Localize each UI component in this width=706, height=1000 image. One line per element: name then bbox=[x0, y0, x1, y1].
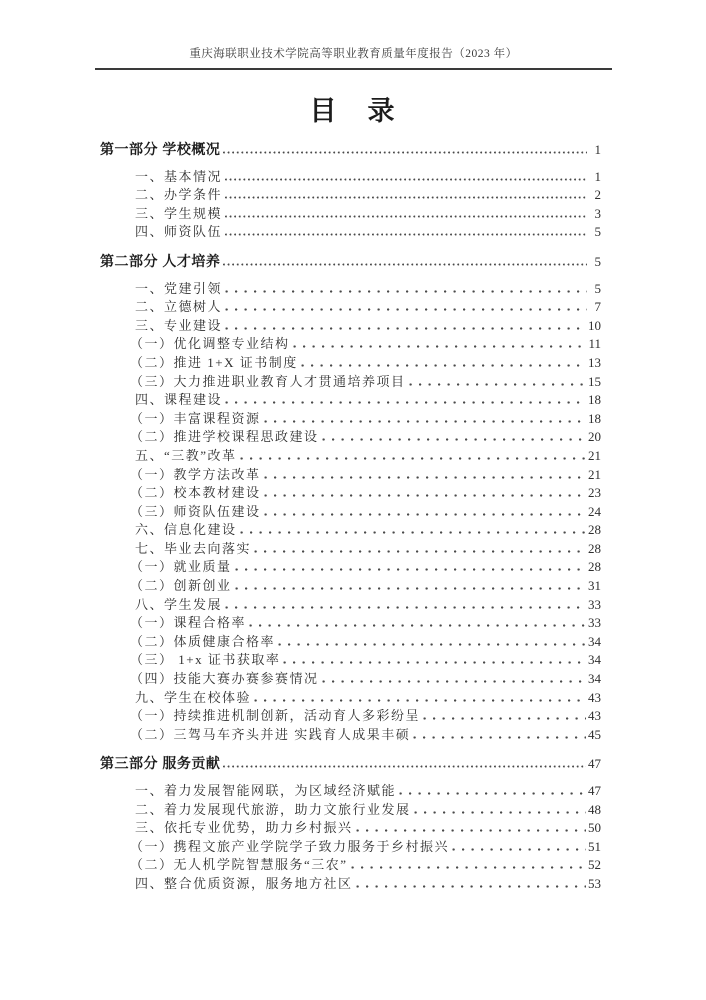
page-number: 34 bbox=[588, 652, 601, 668]
dot-leader bbox=[240, 531, 586, 534]
page-header bbox=[95, 0, 612, 70]
page-title: 目 录 bbox=[309, 96, 397, 126]
toc-entry bbox=[100, 410, 601, 429]
toc-entry-label: 四、师资队伍 bbox=[135, 224, 223, 240]
dot-leader bbox=[283, 661, 586, 664]
page-number: 18 bbox=[588, 410, 601, 426]
dot-leader bbox=[235, 587, 586, 590]
dot-leader bbox=[225, 233, 587, 236]
toc-entry bbox=[100, 651, 601, 670]
toc-entry bbox=[100, 856, 601, 875]
dot-leader bbox=[356, 885, 586, 888]
page-number: 33 bbox=[588, 615, 601, 631]
page-number: 28 bbox=[588, 522, 601, 538]
dot-leader bbox=[301, 364, 586, 367]
page-number: 34 bbox=[588, 633, 601, 649]
toc-entry bbox=[100, 354, 601, 373]
page-number: 13 bbox=[588, 354, 601, 370]
page-number: 10 bbox=[588, 317, 601, 333]
toc-entry-label: 二、立德树人 bbox=[135, 299, 223, 315]
toc-entry bbox=[100, 484, 601, 503]
toc-entry-label: （二）创新创业 bbox=[130, 578, 232, 594]
page-number: 5 bbox=[594, 253, 601, 269]
page-number: 28 bbox=[588, 540, 601, 556]
toc-entry bbox=[100, 447, 601, 466]
toc-entry bbox=[100, 670, 601, 689]
toc-entry-label: 四、课程建设 bbox=[135, 392, 223, 408]
toc-entry-label: 七、毕业去向落实 bbox=[135, 540, 252, 556]
toc-entry bbox=[100, 838, 601, 857]
toc-entry bbox=[100, 373, 601, 392]
dot-leader bbox=[409, 383, 586, 386]
dot-leader bbox=[223, 151, 587, 154]
toc-entry bbox=[100, 186, 601, 205]
page-number: 48 bbox=[588, 801, 601, 817]
toc-entry-label: 第三部分 服务贡献 bbox=[100, 755, 221, 772]
dot-leader bbox=[223, 765, 586, 768]
dot-leader bbox=[351, 866, 586, 869]
toc-entry bbox=[100, 205, 601, 224]
toc-entry bbox=[100, 689, 601, 708]
toc-entry-label: （一）持续推进机制创新，活动育人多彩纷呈 bbox=[130, 708, 421, 724]
page-number: 28 bbox=[588, 559, 601, 575]
page-number: 24 bbox=[588, 503, 601, 519]
toc-entry bbox=[100, 428, 601, 447]
toc-entry-label: 四、整合优质资源，服务地方社区 bbox=[135, 875, 353, 891]
page-number: 15 bbox=[588, 373, 601, 389]
page-number: 21 bbox=[588, 466, 601, 482]
toc-part-header bbox=[100, 140, 601, 160]
page-number: 31 bbox=[588, 578, 601, 594]
dot-leader bbox=[225, 196, 587, 199]
toc-entry bbox=[100, 391, 601, 410]
page-number: 5 bbox=[594, 224, 601, 240]
toc-entry bbox=[100, 540, 601, 559]
dot-leader bbox=[235, 568, 586, 571]
toc-entry bbox=[100, 614, 601, 633]
toc-entry bbox=[100, 801, 601, 820]
toc-entry-label: （三）大力推进职业教育人才贯通培养项目 bbox=[130, 373, 406, 389]
toc-entry bbox=[100, 819, 601, 838]
toc-entry-label: （二）三驾马车齐头并进 实践育人成果丰硕 bbox=[130, 726, 411, 742]
page-number: 7 bbox=[594, 299, 601, 315]
page-number: 21 bbox=[588, 447, 601, 463]
dot-leader bbox=[249, 624, 586, 627]
toc-entry bbox=[100, 596, 601, 615]
toc-entry-label: 三、依托专业优势，助力乡村振兴 bbox=[135, 820, 353, 836]
dot-leader bbox=[225, 308, 587, 311]
toc-entry bbox=[100, 503, 601, 522]
toc-entry bbox=[100, 335, 601, 354]
toc-entry-label: 一、党建引领 bbox=[135, 280, 223, 296]
toc-entry-label: 三、学生规模 bbox=[135, 205, 223, 221]
page-number: 34 bbox=[588, 671, 601, 687]
toc-entry-label: 八、学生发展 bbox=[135, 596, 223, 612]
dot-leader bbox=[293, 345, 587, 348]
toc-entry bbox=[100, 298, 601, 317]
page-number: 5 bbox=[594, 280, 601, 296]
page-number: 47 bbox=[588, 783, 601, 798]
dot-leader bbox=[225, 215, 587, 218]
dot-leader bbox=[240, 457, 586, 460]
dot-leader bbox=[356, 829, 586, 832]
toc-entry-label: （二）体质健康合格率 bbox=[130, 633, 276, 649]
toc-entry bbox=[100, 280, 601, 299]
toc-entry-label: （一）优化调整专业结构 bbox=[130, 336, 290, 352]
page-number: 43 bbox=[588, 689, 601, 705]
toc-entry-label: 一、着力发展智能网联，为区域经济赋能 bbox=[135, 783, 397, 798]
page-number: 47 bbox=[588, 756, 601, 772]
toc-entry bbox=[100, 875, 601, 894]
toc-part-header bbox=[100, 252, 601, 272]
page-number: 33 bbox=[588, 596, 601, 612]
toc-entry-label: （二）无人机学院智慧服务“三农” bbox=[130, 857, 348, 873]
toc-entry-label: 二、着力发展现代旅游，助力文旅行业发展 bbox=[135, 801, 411, 817]
dot-leader bbox=[254, 699, 586, 702]
page-number: 11 bbox=[588, 336, 601, 352]
dot-leader bbox=[264, 513, 586, 516]
toc-entry bbox=[100, 633, 601, 652]
toc-entry-label: （一）就业质量 bbox=[130, 559, 232, 575]
page-number: 18 bbox=[588, 392, 601, 408]
toc-entry-label: （四）技能大赛办赛参赛情况 bbox=[130, 671, 319, 687]
toc-entry-label: （一）教学方法改革 bbox=[130, 466, 261, 482]
toc-entry-label: 五、“三教”改革 bbox=[135, 447, 237, 463]
page-number: 1 bbox=[594, 142, 601, 157]
dot-leader bbox=[423, 717, 586, 720]
toc-entry-label: （三） 1+x 证书获取率 bbox=[130, 652, 281, 668]
dot-leader bbox=[225, 327, 586, 330]
page-number: 2 bbox=[594, 187, 601, 203]
toc-entry-label: （一）课程合格率 bbox=[130, 615, 247, 631]
dot-leader bbox=[414, 811, 586, 814]
toc-entry-label: 第一部分 学校概况 bbox=[100, 141, 221, 157]
page-number: 1 bbox=[594, 168, 601, 184]
toc-part-header bbox=[100, 754, 601, 774]
dot-leader bbox=[225, 178, 587, 181]
dot-leader bbox=[264, 494, 586, 497]
toc-entry bbox=[100, 466, 601, 485]
toc-entry bbox=[100, 707, 601, 726]
dot-leader bbox=[223, 263, 587, 266]
dot-leader bbox=[264, 476, 586, 479]
dot-leader bbox=[225, 606, 586, 609]
toc-list bbox=[100, 140, 601, 894]
toc-entry-label: （一）携程文旅产业学院学子致力服务于乡村振兴 bbox=[130, 838, 450, 854]
page-number: 45 bbox=[588, 726, 601, 742]
dot-leader bbox=[264, 420, 586, 423]
toc-entry bbox=[100, 577, 601, 596]
page-number: 52 bbox=[588, 857, 601, 873]
toc-entry bbox=[100, 558, 601, 577]
toc-entry-label: 九、学生在校体验 bbox=[135, 689, 252, 705]
toc-entry bbox=[100, 168, 601, 187]
toc-entry-label: 六、信息化建设 bbox=[135, 522, 237, 538]
toc-entry-label: （二）推进学校课程思政建设 bbox=[130, 429, 319, 445]
dot-leader bbox=[452, 848, 586, 851]
page-number: 20 bbox=[588, 429, 601, 445]
dot-leader bbox=[399, 792, 586, 795]
toc-entry-label: （一）丰富课程资源 bbox=[130, 410, 261, 426]
dot-leader bbox=[413, 736, 586, 739]
toc-entry bbox=[100, 726, 601, 745]
page-number: 3 bbox=[594, 205, 601, 221]
toc-entry bbox=[100, 782, 601, 801]
dot-leader bbox=[278, 643, 586, 646]
toc-entry-label: 三、专业建设 bbox=[135, 317, 223, 333]
dot-leader bbox=[225, 290, 587, 293]
toc-entry bbox=[100, 317, 601, 336]
page-number: 43 bbox=[588, 708, 601, 724]
page-number: 51 bbox=[588, 838, 601, 854]
toc-entry-label: （二）校本教材建设 bbox=[130, 485, 261, 501]
dot-leader bbox=[322, 438, 586, 441]
dot-leader bbox=[322, 680, 586, 683]
page-number: 53 bbox=[588, 875, 601, 891]
toc-entry-label: （二）推进 1+X 证书制度 bbox=[130, 354, 298, 370]
toc-entry-label: 第二部分 人才培养 bbox=[100, 252, 221, 269]
page-header-text: 重庆海联职业技术学院高等职业教育质量年度报告（2023 年） bbox=[189, 48, 518, 60]
toc-entry-label: 一、基本情况 bbox=[135, 168, 223, 184]
toc-entry bbox=[100, 521, 601, 540]
page-number: 23 bbox=[588, 485, 601, 501]
page-number: 50 bbox=[588, 820, 601, 836]
dot-leader bbox=[225, 401, 586, 404]
toc-entry bbox=[100, 223, 601, 242]
toc-entry-label: 二、办学条件 bbox=[135, 187, 223, 203]
dot-leader bbox=[254, 550, 586, 553]
toc-entry-label: （三）师资队伍建设 bbox=[130, 503, 261, 519]
